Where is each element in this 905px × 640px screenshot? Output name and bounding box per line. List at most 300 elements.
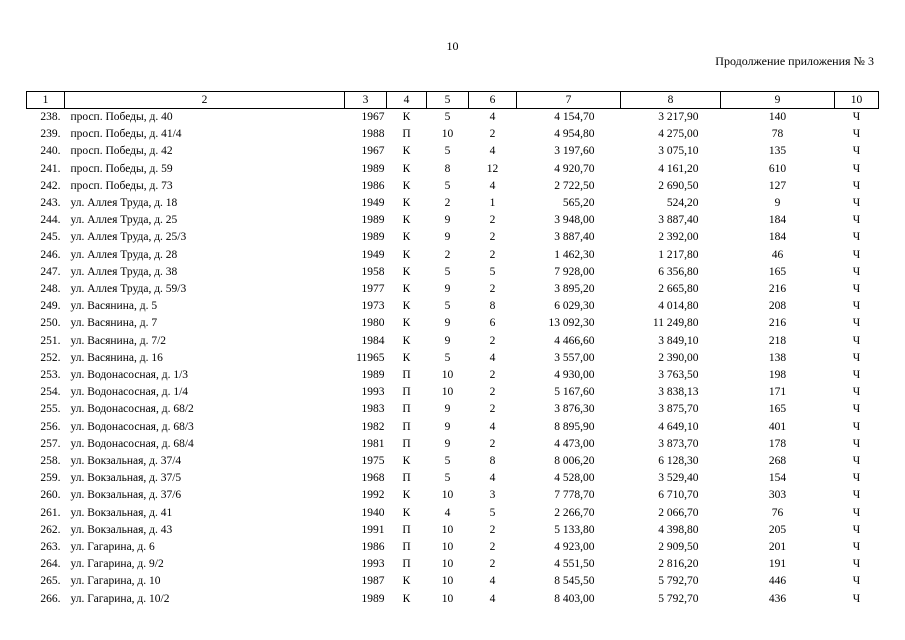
row-number-cell: 261. — [40, 506, 61, 519]
floors-cell: 10 — [441, 128, 454, 141]
table-row — [27, 367, 879, 384]
row-number-cell: 242. — [40, 179, 61, 192]
ownership-type-cell: Ч — [852, 369, 861, 382]
residents-cell: 127 — [768, 179, 787, 192]
living-area-cell: 3 763,50 — [658, 369, 699, 382]
total-area-cell: 7 928,00 — [554, 265, 595, 278]
wall-material-cell: К — [402, 248, 411, 261]
address-cell: просп. Победы, д. 42 — [70, 145, 173, 158]
table-row — [27, 419, 879, 436]
address-cell: просп. Победы, д. 41/4 — [70, 128, 182, 141]
entrances-cell: 2 — [489, 214, 496, 227]
residents-cell: 436 — [768, 592, 787, 605]
floors-cell: 10 — [441, 523, 454, 536]
residents-cell: 610 — [768, 162, 787, 175]
address-cell: ул. Гагарина, д. 6 — [70, 541, 155, 554]
ownership-type-cell: Ч — [852, 472, 861, 485]
total-area-cell: 4 473,00 — [554, 437, 595, 450]
wall-material-cell: К — [402, 351, 411, 364]
total-area-cell: 8 403,00 — [554, 592, 595, 605]
ownership-type-cell: Ч — [852, 506, 861, 519]
living-area-cell: 6 128,30 — [658, 455, 699, 468]
row-number-cell: 245. — [40, 231, 61, 244]
continuation-label: Продолжение приложения № 3 — [715, 54, 874, 68]
entrances-cell: 2 — [489, 248, 496, 261]
entrances-cell: 4 — [489, 111, 496, 123]
total-area-cell: 4 528,00 — [554, 472, 595, 485]
ownership-type-cell: Ч — [852, 575, 861, 588]
table-row — [27, 487, 879, 504]
wall-material-cell: К — [402, 592, 411, 605]
row-number-cell: 265. — [40, 575, 61, 588]
residents-cell: 218 — [768, 334, 787, 347]
floors-cell: 10 — [441, 386, 454, 399]
residents-cell: 78 — [771, 128, 784, 141]
wall-material-cell: К — [402, 231, 411, 244]
wall-material-cell: К — [402, 334, 411, 347]
wall-material-cell: К — [402, 317, 411, 330]
total-area-cell: 1 462,30 — [554, 248, 595, 261]
build-year-cell: 1973 — [361, 300, 385, 313]
column-header: 1 — [27, 92, 65, 109]
table-body — [27, 109, 879, 608]
column-header: 4 — [387, 92, 427, 109]
address-cell: ул. Аллея Труда, д. 25/3 — [70, 231, 187, 244]
living-area-cell: 2 690,50 — [658, 179, 699, 192]
floors-cell: 9 — [444, 420, 451, 433]
living-area-cell: 3 838,13 — [658, 386, 699, 399]
residents-cell: 46 — [771, 248, 784, 261]
ownership-type-cell: Ч — [852, 162, 861, 175]
address-cell: ул. Васянина, д. 7 — [70, 317, 158, 330]
wall-material-cell: К — [402, 506, 411, 519]
ownership-type-cell: Ч — [852, 455, 861, 468]
living-area-cell: 3 217,90 — [658, 111, 699, 123]
row-number-cell: 253. — [40, 369, 61, 382]
wall-material-cell: К — [402, 300, 411, 313]
address-cell: ул. Аллея Труда, д. 28 — [70, 248, 178, 261]
living-area-cell: 3 875,70 — [658, 403, 699, 416]
table-row — [27, 522, 879, 539]
build-year-cell: 1989 — [361, 162, 385, 175]
build-year-cell: 1993 — [361, 386, 385, 399]
residents-cell: 178 — [768, 437, 787, 450]
living-area-cell: 2 392,00 — [658, 231, 699, 244]
wall-material-cell: П — [402, 369, 411, 382]
total-area-cell: 4 930,00 — [554, 369, 595, 382]
column-header: 5 — [427, 92, 469, 109]
row-number-cell: 241. — [40, 162, 61, 175]
ownership-type-cell: Ч — [852, 248, 861, 261]
table-row — [27, 436, 879, 453]
address-cell: просп. Победы, д. 73 — [70, 179, 173, 192]
entrances-cell: 3 — [489, 489, 496, 502]
wall-material-cell: П — [402, 403, 411, 416]
wall-material-cell: К — [402, 489, 411, 502]
total-area-cell: 8 545,50 — [554, 575, 595, 588]
build-year-cell: 1975 — [361, 455, 385, 468]
address-cell: ул. Вокзальная, д. 37/5 — [70, 472, 182, 485]
wall-material-cell: П — [402, 472, 411, 485]
ownership-type-cell: Ч — [852, 489, 861, 502]
table-row — [27, 573, 879, 590]
residents-cell: 303 — [768, 489, 787, 502]
total-area-cell: 5 133,80 — [554, 523, 595, 536]
entrances-cell: 6 — [489, 317, 496, 330]
wall-material-cell: К — [402, 145, 411, 158]
table-row — [27, 212, 879, 229]
table-row — [27, 143, 879, 160]
address-cell: ул. Аллея Труда, д. 25 — [70, 214, 178, 227]
total-area-cell: 3 197,60 — [554, 145, 595, 158]
wall-material-cell: К — [402, 162, 411, 175]
floors-cell: 5 — [444, 351, 451, 364]
address-cell: ул. Вокзальная, д. 43 — [70, 523, 173, 536]
ownership-type-cell: Ч — [852, 420, 861, 433]
entrances-cell: 5 — [489, 506, 496, 519]
table-row — [27, 556, 879, 573]
entrances-cell: 4 — [489, 592, 496, 605]
floors-cell: 10 — [441, 575, 454, 588]
residents-cell: 135 — [768, 145, 787, 158]
table-row — [27, 229, 879, 246]
entrances-cell: 8 — [489, 455, 496, 468]
row-number-cell: 256. — [40, 420, 61, 433]
table-row — [27, 505, 879, 522]
total-area-cell: 4 466,60 — [554, 334, 595, 347]
table-row — [27, 591, 879, 608]
row-number-cell: 257. — [40, 437, 61, 450]
ownership-type-cell: Ч — [852, 558, 861, 571]
address-cell: ул. Аллея Труда, д. 18 — [70, 197, 178, 210]
total-area-cell: 6 029,30 — [554, 300, 595, 313]
floors-cell: 4 — [444, 506, 451, 519]
floors-cell: 9 — [444, 317, 451, 330]
ownership-type-cell: Ч — [852, 145, 861, 158]
residents-cell: 9 — [774, 197, 781, 210]
wall-material-cell: К — [402, 455, 411, 468]
table-row — [27, 161, 879, 178]
row-number-cell: 251. — [40, 334, 61, 347]
residents-cell: 208 — [768, 300, 787, 313]
ownership-type-cell: Ч — [852, 300, 861, 313]
row-number-cell: 247. — [40, 265, 61, 278]
row-number-cell: 246. — [40, 248, 61, 261]
total-area-cell: 4 920,70 — [554, 162, 595, 175]
entrances-cell: 2 — [489, 283, 496, 296]
residents-cell: 216 — [768, 283, 787, 296]
living-area-cell: 3 873,70 — [658, 437, 699, 450]
entrances-cell: 4 — [489, 420, 496, 433]
address-cell: ул. Гагарина, д. 10 — [70, 575, 161, 588]
floors-cell: 5 — [444, 472, 451, 485]
entrances-cell: 4 — [489, 575, 496, 588]
residents-cell: 138 — [768, 351, 787, 364]
row-number-cell: 252. — [40, 351, 61, 364]
ownership-type-cell: Ч — [852, 523, 861, 536]
row-number-cell: 258. — [40, 455, 61, 468]
living-area-cell: 4 398,80 — [658, 523, 699, 536]
floors-cell: 8 — [444, 162, 451, 175]
wall-material-cell: П — [402, 437, 411, 450]
floors-cell: 5 — [444, 111, 451, 123]
address-cell: ул. Вокзальная, д. 37/6 — [70, 489, 182, 502]
wall-material-cell: К — [402, 283, 411, 296]
address-cell: ул. Водонасосная, д. 68/4 — [70, 437, 194, 450]
total-area-cell: 3 948,00 — [554, 214, 595, 227]
build-year-cell: 1984 — [361, 334, 385, 347]
living-area-cell: 3 887,40 — [658, 214, 699, 227]
residents-cell: 171 — [768, 386, 787, 399]
wall-material-cell: К — [402, 179, 411, 192]
table-row — [27, 281, 879, 298]
ownership-type-cell: Ч — [852, 541, 861, 554]
column-header: 2 — [65, 92, 345, 109]
residents-cell: 140 — [768, 111, 787, 123]
entrances-cell: 2 — [489, 437, 496, 450]
total-area-cell: 4 551,50 — [554, 558, 595, 571]
living-area-cell: 3 075,10 — [658, 145, 699, 158]
residents-cell: 191 — [768, 558, 787, 571]
living-area-cell: 6 356,80 — [658, 265, 699, 278]
floors-cell: 10 — [441, 541, 454, 554]
address-cell: ул. Гагарина, д. 10/2 — [70, 592, 170, 605]
address-cell: ул. Гагарина, д. 9/2 — [70, 558, 164, 571]
living-area-cell: 4 014,80 — [658, 300, 699, 313]
build-year-cell: 1949 — [361, 248, 385, 261]
table-row — [27, 453, 879, 470]
table-row — [27, 247, 879, 264]
address-cell: ул. Васянина, д. 5 — [70, 300, 158, 313]
total-area-cell: 4 154,70 — [554, 111, 595, 123]
build-year-cell: 1986 — [361, 179, 385, 192]
build-year-cell: 1977 — [361, 283, 385, 296]
floors-cell: 9 — [444, 403, 451, 416]
build-year-cell: 1958 — [361, 265, 385, 278]
table-row — [27, 126, 879, 143]
wall-material-cell: П — [402, 386, 411, 399]
build-year-cell: 1967 — [361, 145, 385, 158]
floors-cell: 9 — [444, 334, 451, 347]
ownership-type-cell: Ч — [852, 128, 861, 141]
row-number-cell: 240. — [40, 145, 61, 158]
living-area-cell: 4 275,00 — [658, 128, 699, 141]
residents-cell: 216 — [768, 317, 787, 330]
residents-cell: 401 — [768, 420, 787, 433]
address-cell: ул. Водонасосная, д. 68/2 — [70, 403, 194, 416]
floors-cell: 10 — [441, 592, 454, 605]
residents-cell: 446 — [768, 575, 787, 588]
floors-cell: 9 — [444, 283, 451, 296]
wall-material-cell: К — [402, 214, 411, 227]
row-number-cell: 264. — [40, 558, 61, 571]
build-year-cell: 1993 — [361, 558, 385, 571]
ownership-type-cell: Ч — [852, 386, 861, 399]
floors-cell: 5 — [444, 179, 451, 192]
residents-cell: 154 — [768, 472, 787, 485]
living-area-cell: 2 066,70 — [658, 506, 699, 519]
living-area-cell: 2 909,50 — [658, 541, 699, 554]
row-number-cell: 244. — [40, 214, 61, 227]
build-year-cell: 1949 — [361, 197, 385, 210]
total-area-cell: 3 557,00 — [554, 351, 595, 364]
wall-material-cell: П — [402, 558, 411, 571]
total-area-cell: 13 092,30 — [548, 317, 595, 330]
entrances-cell: 12 — [486, 162, 499, 175]
total-area-cell: 4 923,00 — [554, 541, 595, 554]
ownership-type-cell: Ч — [852, 283, 861, 296]
entrances-cell: 2 — [489, 541, 496, 554]
residents-cell: 76 — [771, 506, 784, 519]
wall-material-cell: П — [402, 128, 411, 141]
address-cell: ул. Водонасосная, д. 1/3 — [70, 369, 189, 382]
table-row — [27, 264, 879, 281]
address-cell: просп. Победы, д. 40 — [70, 111, 173, 123]
residents-cell: 268 — [768, 455, 787, 468]
floors-cell: 10 — [441, 369, 454, 382]
ownership-type-cell: Ч — [852, 231, 861, 244]
table-row — [27, 178, 879, 195]
column-header: 10 — [835, 92, 879, 109]
ownership-type-cell: Ч — [852, 265, 861, 278]
living-area-cell: 4 649,10 — [658, 420, 699, 433]
living-area-cell: 6 710,70 — [658, 489, 699, 502]
build-year-cell: 1986 — [361, 541, 385, 554]
floors-cell: 5 — [444, 455, 451, 468]
build-year-cell: 1989 — [361, 231, 385, 244]
floors-cell: 10 — [441, 558, 454, 571]
address-cell: ул. Васянина, д. 16 — [70, 351, 163, 364]
build-year-cell: 1980 — [361, 317, 385, 330]
total-area-cell: 3 895,20 — [554, 283, 595, 296]
living-area-cell: 3 849,10 — [658, 334, 699, 347]
ownership-type-cell: Ч — [852, 214, 861, 227]
ownership-type-cell: Ч — [852, 437, 861, 450]
entrances-cell: 8 — [489, 300, 496, 313]
ownership-type-cell: Ч — [852, 334, 861, 347]
row-number-cell: 259. — [40, 472, 61, 485]
wall-material-cell: К — [402, 197, 411, 210]
floors-cell: 10 — [441, 489, 454, 502]
wall-material-cell: К — [402, 265, 411, 278]
row-number-cell: 254. — [40, 386, 61, 399]
floors-cell: 9 — [444, 231, 451, 244]
wall-material-cell: П — [402, 541, 411, 554]
build-year-cell: 1982 — [361, 420, 385, 433]
row-number-cell: 250. — [40, 317, 61, 330]
total-area-cell: 4 954,80 — [554, 128, 595, 141]
total-area-cell: 8 006,20 — [554, 455, 595, 468]
ownership-type-cell: Ч — [852, 403, 861, 416]
build-year-cell: 1989 — [361, 214, 385, 227]
residents-cell: 201 — [768, 541, 787, 554]
row-number-cell: 239. — [40, 128, 61, 141]
total-area-cell: 5 167,60 — [554, 386, 595, 399]
entrances-cell: 2 — [489, 386, 496, 399]
ownership-type-cell: Ч — [852, 179, 861, 192]
column-header: 6 — [469, 92, 517, 109]
build-year-cell: 1991 — [361, 523, 385, 536]
table-row — [27, 350, 879, 367]
wall-material-cell: П — [402, 523, 411, 536]
floors-cell: 9 — [444, 214, 451, 227]
row-number-cell: 238. — [40, 111, 61, 123]
residents-cell: 198 — [768, 369, 787, 382]
entrances-cell: 5 — [489, 265, 496, 278]
build-year-cell: 1940 — [361, 506, 385, 519]
total-area-cell: 3 876,30 — [554, 403, 595, 416]
entrances-cell: 2 — [489, 523, 496, 536]
housing-registry-table — [26, 91, 879, 608]
address-cell: просп. Победы, д. 59 — [70, 162, 173, 175]
wall-material-cell: П — [402, 420, 411, 433]
living-area-cell: 524,20 — [666, 197, 699, 210]
total-area-cell: 565,20 — [562, 197, 595, 210]
build-year-cell: 11965 — [356, 351, 385, 364]
living-area-cell: 5 792,70 — [658, 592, 699, 605]
row-number-cell: 263. — [40, 541, 61, 554]
floors-cell: 5 — [444, 265, 451, 278]
residents-cell: 165 — [768, 265, 787, 278]
build-year-cell: 1992 — [361, 489, 385, 502]
table-row — [27, 384, 879, 401]
ownership-type-cell: Ч — [852, 317, 861, 330]
living-area-cell: 1 217,80 — [658, 248, 699, 261]
header-row — [27, 92, 879, 109]
table-row — [27, 315, 879, 332]
total-area-cell: 8 895,90 — [554, 420, 595, 433]
row-number-cell: 243. — [40, 197, 61, 210]
ownership-type-cell: Ч — [852, 592, 861, 605]
total-area-cell: 7 778,70 — [554, 489, 595, 502]
total-area-cell: 3 887,40 — [554, 231, 595, 244]
table-row — [27, 539, 879, 556]
address-cell: ул. Водонасосная, д. 68/3 — [70, 420, 194, 433]
row-number-cell: 255. — [40, 403, 61, 416]
entrances-cell: 4 — [489, 179, 496, 192]
build-year-cell: 1967 — [361, 111, 385, 123]
entrances-cell: 2 — [489, 403, 496, 416]
table-row — [27, 401, 879, 418]
entrances-cell: 1 — [489, 197, 496, 210]
entrances-cell: 4 — [489, 145, 496, 158]
wall-material-cell: К — [402, 575, 411, 588]
entrances-cell: 2 — [489, 558, 496, 571]
table-row — [27, 195, 879, 212]
column-header: 7 — [517, 92, 621, 109]
table-row — [27, 109, 879, 127]
entrances-cell: 4 — [489, 351, 496, 364]
table-row — [27, 333, 879, 350]
table-row — [27, 470, 879, 487]
residents-cell: 205 — [768, 523, 787, 536]
entrances-cell: 2 — [489, 128, 496, 141]
living-area-cell: 2 816,20 — [658, 558, 699, 571]
build-year-cell: 1968 — [361, 472, 385, 485]
living-area-cell: 11 249,80 — [652, 317, 699, 330]
address-cell: ул. Васянина, д. 7/2 — [70, 334, 167, 347]
living-area-cell: 3 529,40 — [658, 472, 699, 485]
column-header: 8 — [621, 92, 721, 109]
floors-cell: 5 — [444, 145, 451, 158]
column-header: 3 — [345, 92, 387, 109]
entrances-cell: 4 — [489, 472, 496, 485]
ownership-type-cell: Ч — [852, 111, 861, 123]
living-area-cell: 2 665,80 — [658, 283, 699, 296]
floors-cell: 2 — [444, 197, 451, 210]
address-cell: ул. Водонасосная, д. 1/4 — [70, 386, 189, 399]
build-year-cell: 1987 — [361, 575, 385, 588]
